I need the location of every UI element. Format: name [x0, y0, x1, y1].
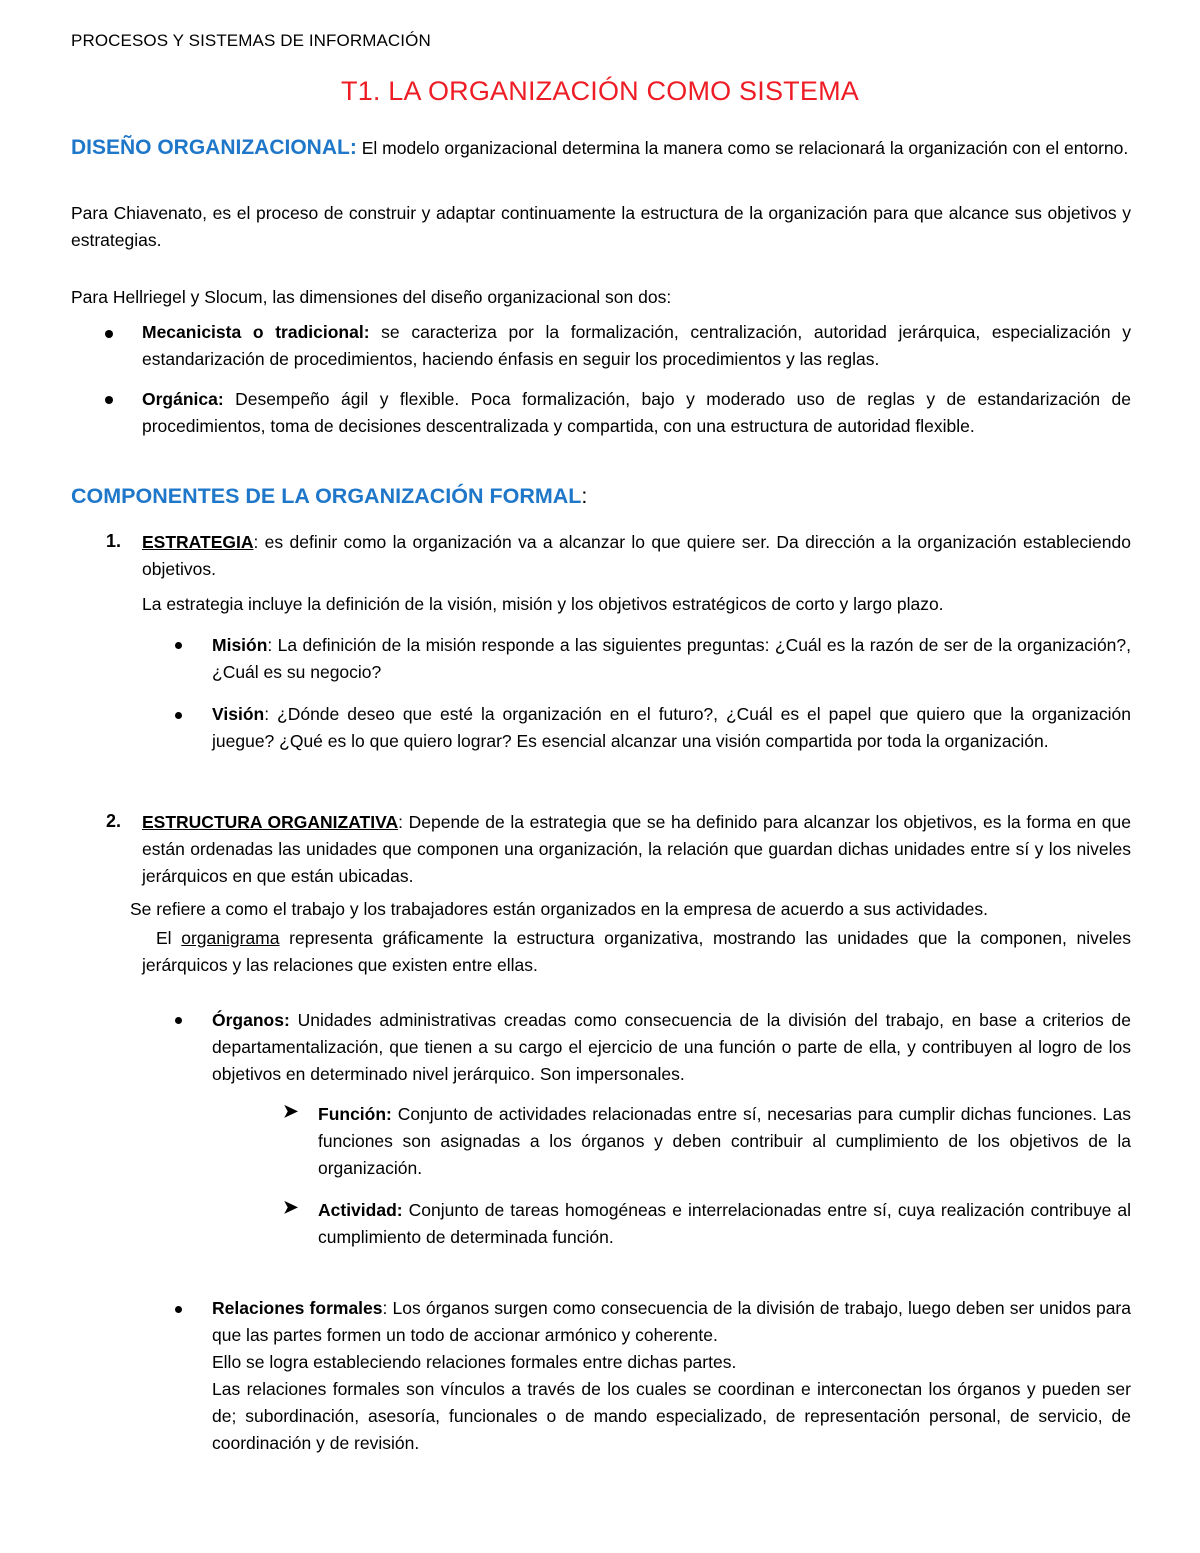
- diseno-heading: DISEÑO ORGANIZACIONAL: [71, 136, 350, 159]
- organigrama-link: organigrama: [181, 928, 280, 948]
- list-item: Mecanicista o tradicional: se caracteriza por la formalización, centralización, autoridad jerárquica, especialización y estandarización de procedimientos, haciendo énfasis en seguir los procedimientos y las reglas.: [142, 322, 1131, 369]
- page-title: T1. LA ORGANIZACIÓN COMO SISTEMA: [341, 76, 859, 106]
- chiavenato-paragraph: Para Chiavenato, es el proceso de construir y adaptar continuamente la estructura de la organización para que alcance sus objetivos y estrategias.: [71, 203, 1131, 250]
- relaciones-item: Relaciones formales: Los órganos surgen como consecuencia de la división de trabajo, luego deben ser unidos para que las partes formen un todo de accionar armónico y coherente.: [212, 1298, 1131, 1345]
- arrow-bullet-icon: ➤: [283, 1101, 299, 1121]
- organos-item: Órganos: Unidades administrativas creadas como consecuencia de la división del trabajo, en base a criterios de departamentalización, que tienen a su cargo el ejercicio de una función o parte de ella, y contribuyen al logro de los objetivos en determinado nivel jerárquico. Son impersonales.: [212, 1010, 1131, 1084]
- actividad-item: Actividad: Conjunto de tareas homogéneas e interrelacionadas entre sí, cuya realización contribuye al cumplimiento de determinada función.: [318, 1200, 1131, 1247]
- estrategia-note: La estrategia incluye la definición de la visión, misión y los objetivos estratégicos de corto y largo plazo.: [142, 594, 944, 614]
- estructura-label: ESTRUCTURA ORGANIZATIVA: [142, 812, 399, 832]
- bullet-icon: [175, 1306, 182, 1313]
- arrow-bullet-icon: ➤: [283, 1197, 299, 1217]
- estrategia-item: ESTRATEGIA: es definir como la organización va a alcanzar lo que quiere ser. Da dirección a la organización estableciendo objetivos.: [142, 532, 1131, 579]
- relaciones-line: Ello se logra estableciendo relaciones formales entre dichas partes.: [212, 1352, 737, 1372]
- bullet-icon: [175, 642, 182, 649]
- list-number: 2.: [106, 811, 122, 831]
- list-item: Orgánica: Desempeño ágil y flexible. Poca formalización, bajo y moderado uso de reglas y de estandarización de procedimientos, toma de decisiones descentralizada y compartida, con una estructura de autoridad flexible.: [142, 389, 1131, 436]
- funcion-item: Función: Conjunto de actividades relacionadas entre sí, necesarias para cumplir dichas funciones. Las funciones son asignadas a los órganos y deben contribuir al cumplimiento de los objetivos de la organización.: [318, 1104, 1131, 1178]
- hellriegel-paragraph: Para Hellriegel y Slocum, las dimensiones del diseño organizacional son dos:: [71, 287, 672, 307]
- organigrama-paragraph: El organigrama representa gráficamente la estructura organizativa, mostrando las unidades que la componen, niveles jerárquicos y las relaciones que existen entre ellas.: [142, 928, 1131, 975]
- relaciones-paragraph: Las relaciones formales son vínculos a través de los cuales se coordinan e interconectan los órganos y pueden ser de; subordinación, asesoría, funcionales o de mando especializado, de representación personal, de servicio, de coordinación y de revisión.: [212, 1379, 1131, 1453]
- bullet-icon: [105, 330, 113, 338]
- bullet-icon: [105, 396, 113, 404]
- list-item: Visión: ¿Dónde deseo que esté la organización en el futuro?, ¿Cuál es el papel que quiero que la organización juegue? ¿Qué es lo que quiero lograr? Es esencial alcanzar una visión compartida por toda la organización.: [212, 704, 1131, 751]
- estrategia-label: ESTRATEGIA: [142, 532, 254, 552]
- list-number: 1.: [106, 531, 122, 551]
- estructura-note: Se refiere a como el trabajo y los trabajadores están organizados en la empresa de acuerdo a sus actividades.: [130, 899, 988, 919]
- diseno-paragraph: DISEÑO ORGANIZACIONAL: El modelo organizacional determina la manera como se relacionará la organización con el entorno.: [71, 136, 1129, 159]
- diseno-text: El modelo organizacional determina la manera como se relacionará la organización con el entorno.: [356, 138, 1129, 158]
- bullet-icon: [175, 1017, 182, 1024]
- componentes-heading: COMPONENTES DE LA ORGANIZACIÓN FORMAL:: [71, 484, 588, 508]
- page-header: PROCESOS Y SISTEMAS DE INFORMACIÓN: [71, 31, 431, 50]
- list-item: Misión: La definición de la misión responde a las siguientes preguntas: ¿Cuál es la razón de ser de la organización?, ¿Cuál es su negocio?: [212, 635, 1131, 682]
- bullet-icon: [175, 712, 182, 719]
- estructura-item: ESTRUCTURA ORGANIZATIVA: Depende de la estrategia que se ha definido para alcanzar los objetivos, es la forma en que están ordenadas las unidades que componen una organización, la relación que guardan dichas unidades entre sí y los niveles jerárquicos en que están ubicadas.: [142, 812, 1131, 886]
